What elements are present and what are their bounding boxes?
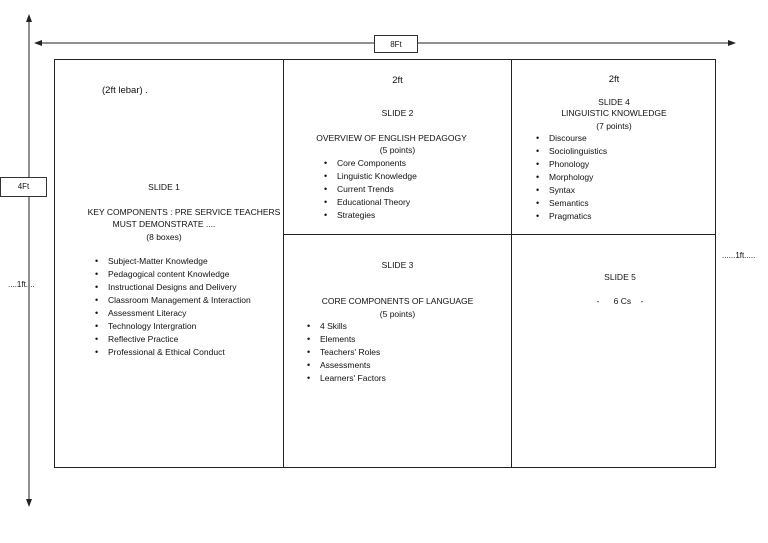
list-item: • Linguistic Knowledge bbox=[322, 170, 417, 183]
width-label: 8Ft bbox=[374, 35, 418, 53]
slide-4-count: (7 points) bbox=[596, 121, 632, 131]
list-item: • Sociolinguistics bbox=[534, 145, 607, 158]
slide-4-list bbox=[534, 132, 607, 223]
list-item: • Strategies bbox=[322, 209, 417, 222]
slide-1-heading-line-1: KEY COMPONENTS : PRE SERVICE TEACHERS bbox=[87, 207, 281, 217]
slide-3-heading: CORE COMPONENTS OF LANGUAGE bbox=[321, 296, 474, 306]
slide-2-heading: OVERVIEW OF ENGLISH PEDAGOGY bbox=[316, 133, 467, 143]
slide-1-count: (8 boxes) bbox=[146, 232, 182, 242]
list-item: • Assessment Literacy bbox=[93, 307, 251, 320]
list-item: • Current Trends bbox=[322, 183, 417, 196]
list-item: • Reflective Practice bbox=[93, 333, 251, 346]
slide-2-width-label: 2ft bbox=[392, 75, 403, 86]
slide-3-count: (5 points) bbox=[379, 309, 416, 319]
list-item: • Classroom Management & Interaction bbox=[93, 294, 251, 307]
slide-5-content: - 6 Cs - bbox=[596, 296, 644, 306]
slide-4-title: SLIDE 4 bbox=[598, 97, 630, 107]
list-item: • 4 Skills bbox=[305, 320, 386, 333]
slide-1-title: SLIDE 1 bbox=[148, 182, 180, 192]
slide-1-width-label: (2ft lebar) . bbox=[102, 85, 148, 96]
list-item: • Morphology bbox=[534, 171, 607, 184]
height-label: 4Ft bbox=[0, 177, 47, 197]
slide-2-count: (5 points) bbox=[379, 145, 416, 155]
width-arrow-left-head bbox=[34, 40, 42, 46]
slide-1-list bbox=[93, 255, 251, 359]
list-item: • Syntax bbox=[534, 184, 607, 197]
list-item: • Educational Theory bbox=[322, 196, 417, 209]
list-item: • Phonology bbox=[534, 158, 607, 171]
row-divider bbox=[283, 234, 716, 235]
slide-2-title: SLIDE 2 bbox=[381, 108, 414, 118]
slide-4-width-label: 2ft bbox=[608, 74, 620, 85]
list-item: • Pragmatics bbox=[534, 210, 607, 223]
width-arrow-right-head bbox=[728, 40, 736, 46]
list-item: • Technology Intergration bbox=[93, 320, 251, 333]
right-dimension-label: ......1ft..... bbox=[722, 251, 756, 260]
slide-3-title: SLIDE 3 bbox=[381, 260, 414, 270]
slide-1-heading-line-2: MUST DEMONSTRATE .... bbox=[112, 219, 216, 229]
list-item: • Semantics bbox=[534, 197, 607, 210]
list-item: • Instructional Designs and Delivery bbox=[93, 281, 251, 294]
list-item: • Pedagogical content Knowledge bbox=[93, 268, 251, 281]
list-item: • Assessments bbox=[305, 359, 386, 372]
list-item: • Subject-Matter Knowledge bbox=[93, 255, 251, 268]
slide-2-list bbox=[322, 157, 417, 222]
list-item: • Teachers' Roles bbox=[305, 346, 386, 359]
slide-3-list bbox=[305, 320, 386, 385]
list-item: • Learners' Factors bbox=[305, 372, 386, 385]
slide-5-title: SLIDE 5 bbox=[604, 272, 636, 282]
height-arrow-bottom-head bbox=[26, 499, 32, 507]
list-item: • Core Components bbox=[322, 157, 417, 170]
height-arrow-top-head bbox=[26, 14, 32, 22]
list-item: • Professional & Ethical Conduct bbox=[93, 346, 251, 359]
list-item: • Discourse bbox=[534, 132, 607, 145]
slide-4-heading: LINGUISTIC KNOWLEDGE bbox=[561, 108, 667, 118]
left-dimension-label: ....1ft.... bbox=[8, 280, 35, 289]
list-item: • Elements bbox=[305, 333, 386, 346]
